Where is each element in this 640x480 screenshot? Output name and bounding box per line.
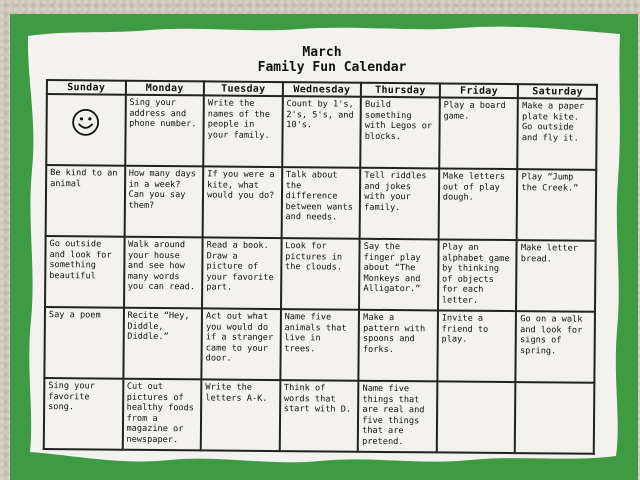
calendar-cell: Say a poem (44, 307, 123, 379)
calendar-cell: Make letter bread. (516, 240, 595, 312)
calendar-month-title: March (302, 45, 342, 60)
weekday-header: Monday (125, 81, 204, 96)
calendar-cell: Invite a friend to play. (437, 310, 516, 382)
calendar-cell: Think of words that start with D. (279, 380, 358, 452)
calendar-cell: Say the finger play about “The Monkeys and Alligator.” (359, 239, 438, 311)
calendar-cell: Read a book. Draw a picture of your favorite part. (202, 237, 281, 309)
calendar-cell: Name five animals that live in trees. (280, 309, 359, 381)
calendar-week-row (44, 307, 595, 383)
calendar-cell: Make letters out of play dough. (438, 168, 517, 240)
calendar-subtitle: Family Fun Calendar (257, 60, 407, 75)
weekday-header: Sunday (47, 80, 126, 95)
calendar-cell: Look for pictures in the clouds. (281, 238, 360, 310)
calendar-cell: Talk about the difference between wants and needs. (281, 167, 360, 239)
smiley-face-icon (71, 107, 101, 137)
calendar-cell: Cut out pictures of healthy foods from a magazine or newspaper. (122, 379, 201, 451)
calendar-cell: Make a paper plate kite. Go outside and fly it. (518, 98, 597, 170)
calendar-cell: Recite “Hey, Diddle, Diddle.” (123, 308, 202, 380)
calendar-cell: Write the letters A-K. (201, 379, 280, 451)
calendar-cell: Go outside and look for something beautiful (45, 236, 124, 308)
calendar-cell: Sing your favorite song. (44, 378, 123, 450)
calendar-week-row (45, 236, 596, 312)
weekday-header: Thursday (361, 83, 440, 98)
calendar-cell: Tell riddles and jokes with your family. (360, 168, 439, 240)
calendar-cell: Be kind to an animal (46, 165, 125, 237)
weekday-header: Tuesday (204, 81, 283, 96)
family-fun-calendar (43, 79, 598, 455)
calendar-cell: Write the names of the people in your family. (203, 95, 282, 167)
calendar-cell: If you were a kite, what would you do? (203, 166, 282, 238)
calendar-cell: Act out what you would do if a stranger came to your door. (202, 308, 281, 380)
calendar-cell (515, 382, 594, 454)
calendar-cell: Play “Jump the Creek.” (517, 169, 596, 241)
calendar-cell: Play a board game. (439, 97, 518, 169)
weekday-header: Wednesday (283, 82, 362, 97)
calendar-cell: Count by 1's, 2's, 5's, and 10's. (282, 96, 361, 168)
calendar-cell: Play an alphabet game by thinking of objects for each letter. (438, 239, 517, 311)
calendar-cell: Sing your address and phone number. (125, 95, 204, 167)
calendar-cell: Make a pattern with spoons and forks. (359, 310, 438, 382)
calendar-week-row (46, 165, 597, 241)
weekday-header: Saturday (518, 84, 597, 99)
calendar-cell: Build something with Legos or blocks. (360, 97, 439, 169)
weekday-header: Friday (440, 83, 519, 98)
calendar-cell (437, 381, 516, 453)
calendar-week-row (44, 378, 595, 454)
calendar-cell: Name five things that are real and five things that are pretend. (358, 381, 437, 453)
calendar-cell: How many days in a week? Can you say them? (124, 166, 203, 238)
calendar-cell (46, 94, 125, 166)
calendar-cell: Walk around your house and see how many words you can read. (124, 237, 203, 309)
calendar-titles (0, 45, 640, 75)
calendar-cell: Go on a walk and look for signs of spring. (516, 311, 595, 383)
calendar-week-row (46, 94, 597, 170)
